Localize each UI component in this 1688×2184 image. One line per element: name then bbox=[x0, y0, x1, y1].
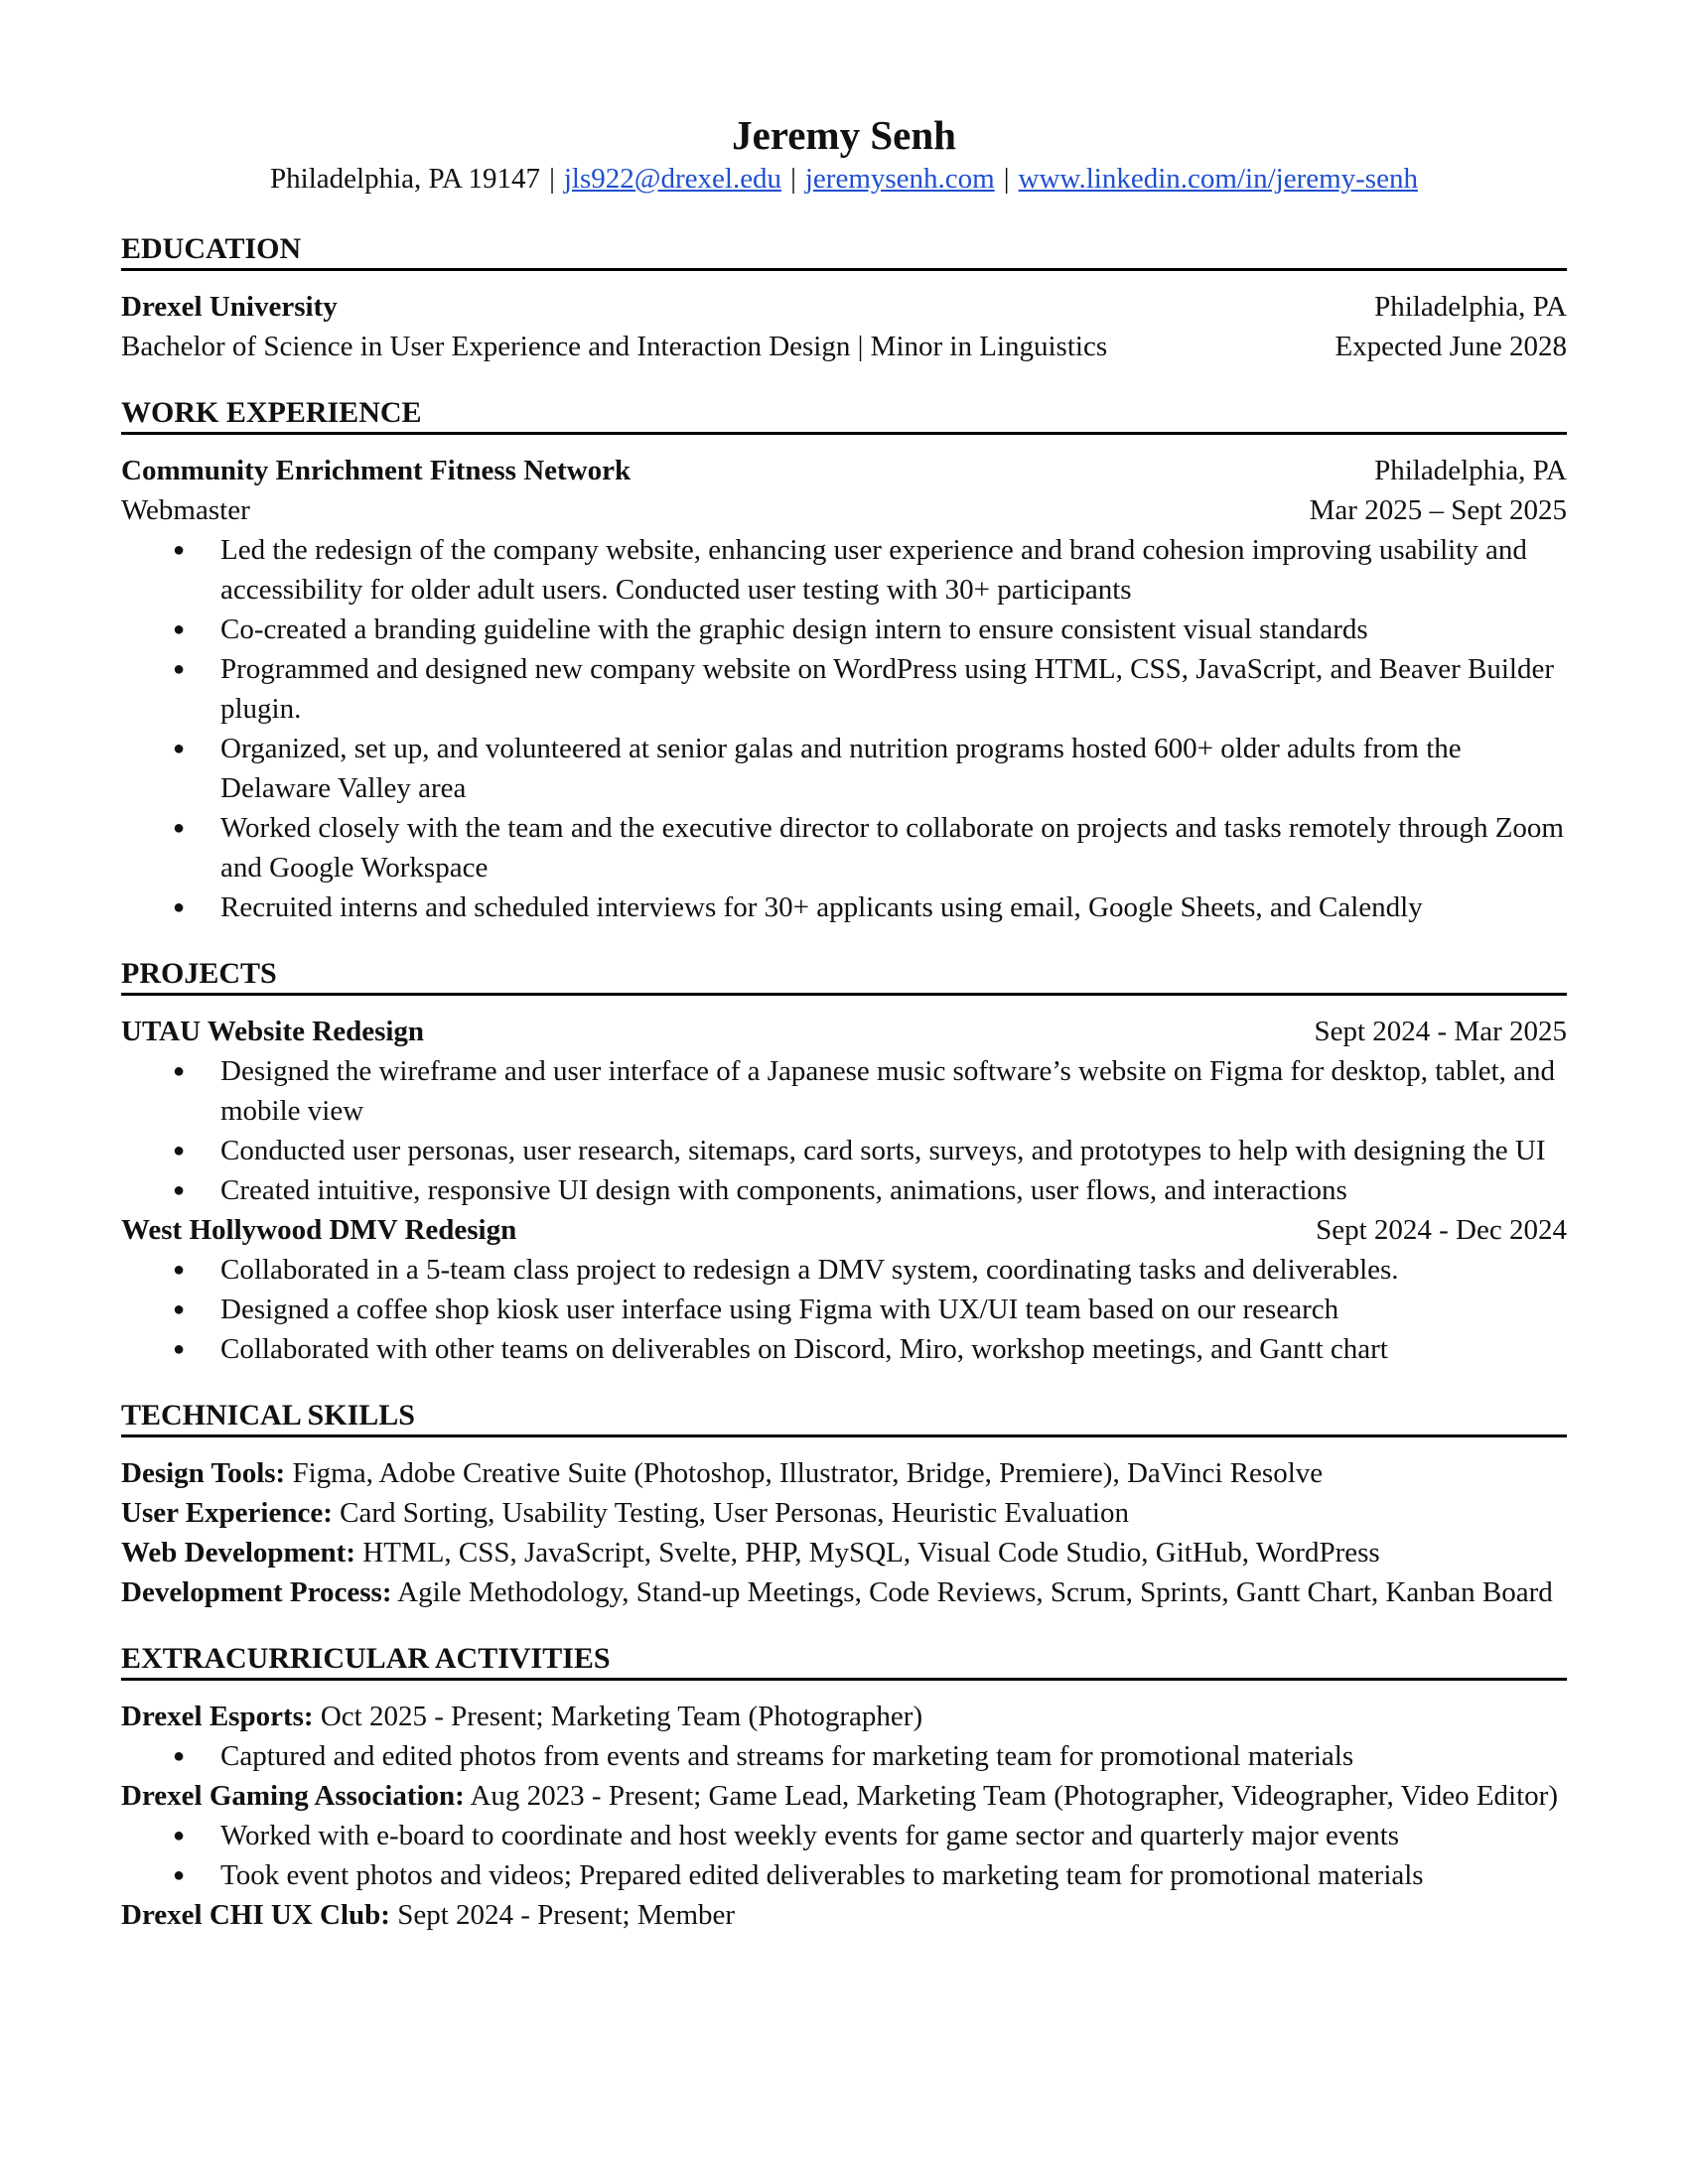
skill-line bbox=[121, 1533, 1567, 1572]
activity-value: Sept 2024 - Present; Member bbox=[389, 1899, 736, 1931]
job-date: Mar 2025 – Sept 2025 bbox=[1309, 494, 1567, 526]
project-date: Sept 2024 - Dec 2024 bbox=[1316, 1214, 1567, 1246]
bullet-item: ● Programmed and designed new company website on WordPress using HTML, CSS, JavaScript, and Beaver Builder plugin. bbox=[220, 649, 1567, 729]
project-bullets bbox=[121, 1051, 1567, 1210]
bullet-item: ● Created intuitive, responsive UI design with components, animations, user flows, and interactions bbox=[220, 1170, 1567, 1210]
skill-value: Card Sorting, Usability Testing, User Personas, Heuristic Evaluation bbox=[332, 1497, 1129, 1529]
activity-value: Oct 2025 - Present; Marketing Team (Photographer) bbox=[313, 1701, 923, 1732]
bullet-item: ● Collaborated with other teams on deliverables on Discord, Miro, workshop meetings, and Gantt chart bbox=[220, 1329, 1567, 1369]
project-name: UTAU Website Redesign bbox=[121, 1016, 425, 1047]
contact-location: Philadelphia, PA 19147 bbox=[270, 163, 541, 195]
bullet-item: ● Took event photos and videos; Prepared edited deliverables to marketing team for promotional materials bbox=[220, 1855, 1567, 1895]
activity-label: Drexel Esports: bbox=[121, 1701, 314, 1732]
section-title-work: WORK EXPERIENCE bbox=[121, 380, 1567, 435]
section-title-education: EDUCATION bbox=[121, 216, 1567, 271]
company-location: Philadelphia, PA bbox=[1374, 455, 1567, 486]
bullet-item: ● Co-created a branding guideline with the graphic design intern to ensure consistent visual standards bbox=[220, 610, 1567, 649]
projects-section bbox=[121, 941, 1567, 1383]
skill-label: User Experience: bbox=[121, 1497, 333, 1529]
resume-name: Jeremy Senh bbox=[732, 112, 956, 158]
extracurricular-section bbox=[121, 1626, 1567, 1949]
skill-line bbox=[121, 1493, 1567, 1533]
contact-separator: | bbox=[1003, 163, 1010, 195]
activity-value: Aug 2023 - Present; Game Lead, Marketing Team (Photographer, Videographer, Video Editor) bbox=[464, 1780, 1558, 1812]
activity-bullets bbox=[121, 1816, 1567, 1895]
skill-value: Agile Methodology, Stand-up Meetings, Code Reviews, Scrum, Sprints, Gantt Chart, Kanban Board bbox=[391, 1576, 1553, 1608]
linkedin-link[interactable]: www.linkedin.com/in/jeremy-senh bbox=[1018, 163, 1418, 195]
contact-line bbox=[121, 159, 1567, 199]
bullet-item: ● Collaborated in a 5-team class project to redesign a DMV system, coordinating tasks and deliverables. bbox=[220, 1250, 1567, 1290]
activity-line bbox=[121, 1697, 1567, 1736]
education-section bbox=[121, 216, 1567, 380]
bullet-item: ● Recruited interns and scheduled interviews for 30+ applicants using email, Google Sheets, and Calendly bbox=[220, 887, 1567, 927]
graduation-date: Expected June 2028 bbox=[1335, 331, 1567, 362]
bullet-item: ● Designed a coffee shop kiosk user interface using Figma with UX/UI team based on our research bbox=[220, 1290, 1567, 1329]
skill-value: HTML, CSS, JavaScript, Svelte, PHP, MySQL, Visual Code Studio, GitHub, WordPress bbox=[355, 1537, 1380, 1569]
email-link[interactable]: jls922@drexel.edu bbox=[563, 163, 782, 195]
skill-label: Development Process: bbox=[121, 1576, 392, 1608]
company-name: Community Enrichment Fitness Network bbox=[121, 455, 632, 486]
bullet-item: ● Worked with e-board to coordinate and host weekly events for game sector and quarterly major events bbox=[220, 1816, 1567, 1855]
activity-label: Drexel CHI UX Club: bbox=[121, 1899, 390, 1931]
degree: Bachelor of Science in User Experience and Interaction Design | Minor in Linguistics bbox=[121, 331, 1108, 362]
activity-line bbox=[121, 1776, 1567, 1816]
bullet-item: ● Designed the wireframe and user interface of a Japanese music software’s website on Figma for desktop, tablet, and mobile view bbox=[220, 1051, 1567, 1131]
project-name: West Hollywood DMV Redesign bbox=[121, 1214, 517, 1246]
bullet-item: ● Conducted user personas, user research, sitemaps, card sorts, surveys, and prototypes to help with designing the UI bbox=[220, 1131, 1567, 1170]
bullet-item: ● Captured and edited photos from events and streams for marketing team for promotional materials bbox=[220, 1736, 1567, 1776]
section-title-activities: EXTRACURRICULAR ACTIVITIES bbox=[121, 1626, 1567, 1681]
bullet-item: ● Worked closely with the team and the executive director to collaborate on projects and tasks remotely through Zoom and Google Workspace bbox=[220, 808, 1567, 887]
skill-label: Design Tools: bbox=[121, 1457, 286, 1489]
bullet-item: ● Led the redesign of the company website, enhancing user experience and brand cohesion improving usability and accessibility for older adult users. Conducted user testing with 30+ participants bbox=[220, 530, 1567, 610]
activity-line bbox=[121, 1895, 1567, 1935]
skill-line bbox=[121, 1572, 1567, 1612]
section-title-skills: TECHNICAL SKILLS bbox=[121, 1383, 1567, 1437]
project-date: Sept 2024 - Mar 2025 bbox=[1314, 1016, 1567, 1047]
project-bullets bbox=[121, 1250, 1567, 1369]
activity-bullets bbox=[121, 1736, 1567, 1776]
job-role: Webmaster bbox=[121, 494, 250, 526]
section-title-projects: PROJECTS bbox=[121, 941, 1567, 996]
contact-separator: | bbox=[790, 163, 796, 195]
school-name: Drexel University bbox=[121, 291, 338, 323]
skill-value: Figma, Adobe Creative Suite (Photoshop, Illustrator, Bridge, Premiere), DaVinci Resolve bbox=[285, 1457, 1324, 1489]
skill-line bbox=[121, 1453, 1567, 1493]
skill-label: Web Development: bbox=[121, 1537, 355, 1569]
bullet-item: ● Organized, set up, and volunteered at senior galas and nutrition programs hosted 600+ older adults from the Delaware Valley area bbox=[220, 729, 1567, 808]
work-bullets bbox=[121, 530, 1567, 927]
contact-separator: | bbox=[549, 163, 555, 195]
activity-label: Drexel Gaming Association: bbox=[121, 1780, 465, 1812]
school-location: Philadelphia, PA bbox=[1374, 291, 1567, 323]
website-link[interactable]: jeremysenh.com bbox=[804, 163, 995, 195]
work-experience-section bbox=[121, 380, 1567, 941]
technical-skills-section bbox=[121, 1383, 1567, 1626]
